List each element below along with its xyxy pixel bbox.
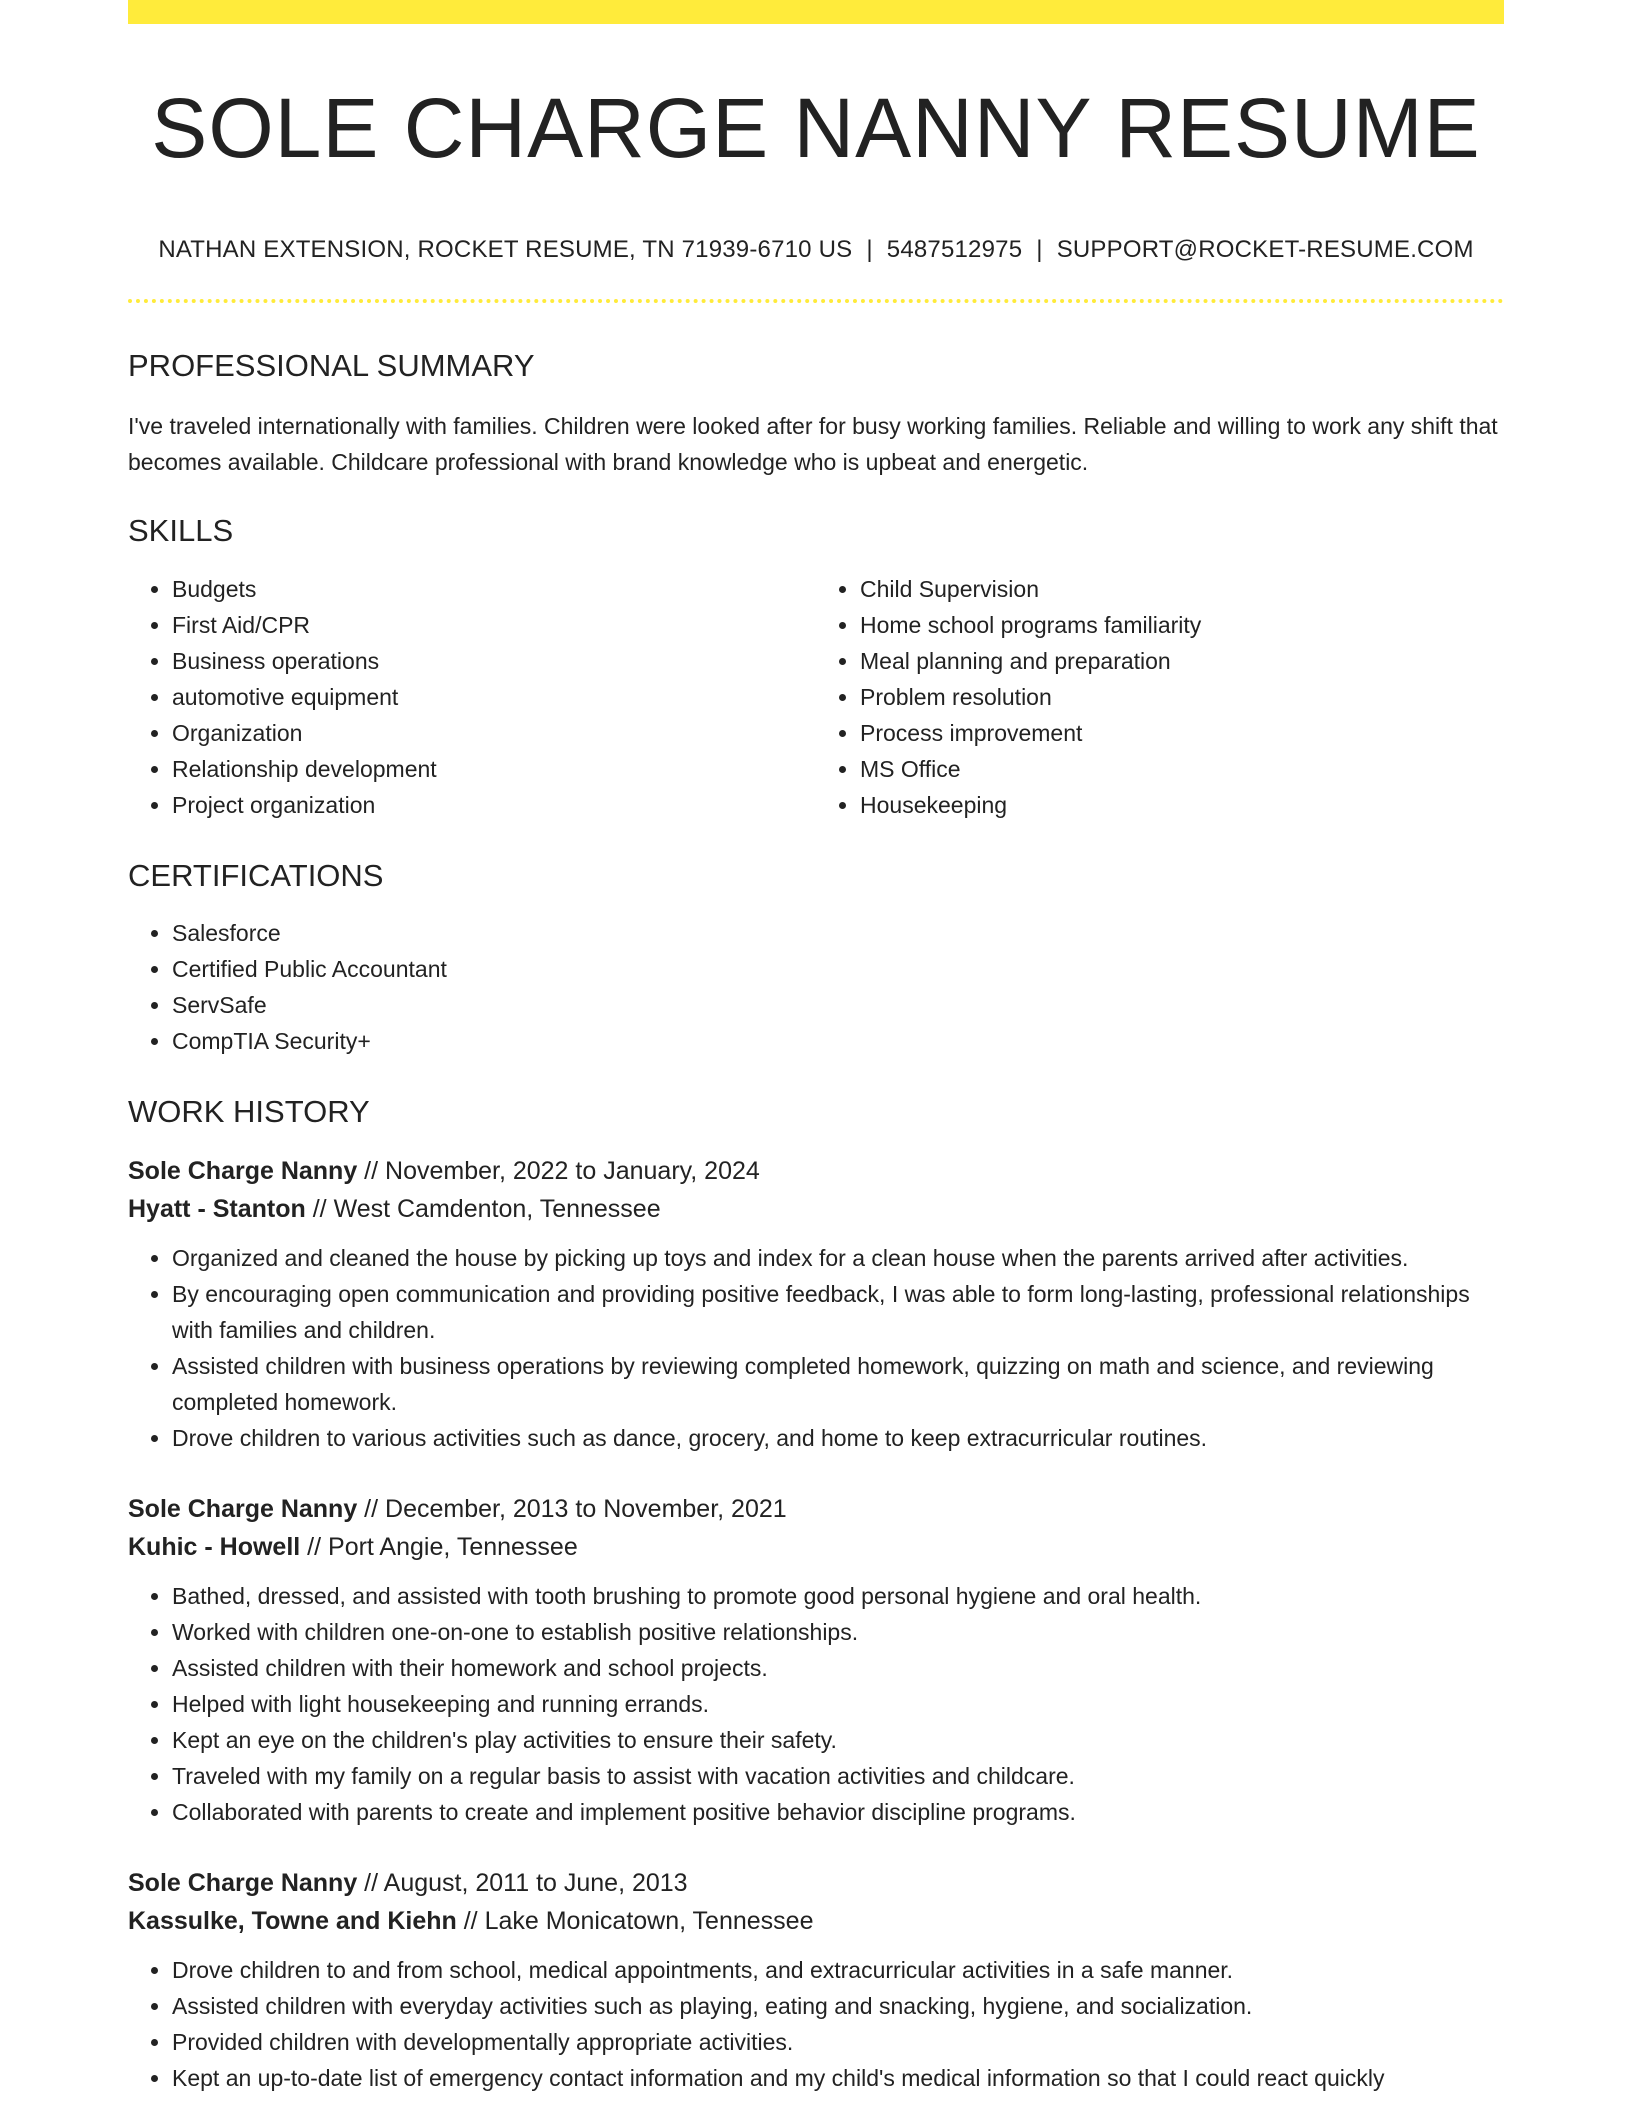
job-bullet: • Drove children to and from school, medical appointments, and extracurricular activities in a safe manner. [172, 1952, 1504, 1988]
skill-item: • Budgets [172, 571, 816, 607]
job-bullet: • Kept an up-to-date list of emergency contact information and my child's medical information so that I could react quickly [172, 2060, 1504, 2096]
job-bullet: • Collaborated with parents to create and implement positive behavior discipline programs. [172, 1794, 1504, 1830]
skill-item: • Process improvement [860, 715, 1504, 751]
job-entry [128, 1490, 1504, 1830]
job-title-line [128, 1864, 1504, 1902]
skill-item: • Problem resolution [860, 679, 1504, 715]
skill-item: • Meal planning and preparation [860, 643, 1504, 679]
job-bullet-list [128, 1952, 1504, 2096]
skill-item: • Business operations [172, 643, 816, 679]
job-role: Sole Charge Nanny [128, 1494, 358, 1523]
job-employer-line [128, 1902, 1504, 1940]
job-bullet-list [128, 1240, 1504, 1456]
job-bullet: • Assisted children with business operations by reviewing completed homework, quizzing on math and science, and reviewing completed homework. [172, 1348, 1504, 1420]
skill-item: • automotive equipment [172, 679, 816, 715]
job-dates: // August, 2011 to June, 2013 [357, 1868, 688, 1897]
skill-item: • Project organization [172, 787, 816, 823]
job-entry [128, 1152, 1504, 1456]
skill-item: • Relationship development [172, 751, 816, 787]
contact-line [128, 236, 1504, 264]
job-employer-line [128, 1190, 1504, 1228]
job-bullet-list [128, 1578, 1504, 1830]
job-bullet: • Organized and cleaned the house by picking up toys and index for a clean house when the parents arrived after activities. [172, 1240, 1504, 1276]
resume-page [128, 0, 1504, 2096]
skills-list-left [128, 571, 816, 823]
dotted-divider [128, 299, 1504, 303]
certification-item: • Salesforce [172, 915, 1504, 951]
skills-grid [128, 571, 1504, 823]
job-bullet: • Traveled with my family on a regular basis to assist with vacation activities and childcare. [172, 1758, 1504, 1794]
contact-address: NATHAN EXTENSION, ROCKET RESUME, TN 71939-6710 US [158, 236, 853, 263]
job-location: // West Camdenton, Tennessee [305, 1194, 661, 1223]
summary-heading: PROFESSIONAL SUMMARY [128, 348, 535, 383]
contact-separator: | [1036, 236, 1043, 263]
job-entry [128, 1864, 1504, 2096]
certification-item: • Certified Public Accountant [172, 951, 1504, 987]
job-employer: Hyatt - Stanton [128, 1194, 306, 1223]
job-bullet: • Drove children to various activities such as dance, grocery, and home to keep extracurricular routines. [172, 1420, 1504, 1456]
job-location: // Port Angie, Tennessee [300, 1532, 578, 1561]
contact-separator: | [866, 236, 873, 263]
certification-item: • CompTIA Security+ [172, 1023, 1504, 1059]
skill-item: • Child Supervision [860, 571, 1504, 607]
skill-item: • Housekeeping [860, 787, 1504, 823]
job-employer-line [128, 1528, 1504, 1566]
skill-item: • Home school programs familiarity [860, 607, 1504, 643]
accent-top-bar [128, 0, 1504, 24]
work-history-heading: WORK HISTORY [128, 1093, 370, 1129]
job-title-line [128, 1490, 1504, 1528]
job-title-line [128, 1152, 1504, 1190]
skills-heading: SKILLS [128, 513, 234, 549]
certifications-list [128, 915, 1504, 1059]
skills-list-right [816, 571, 1504, 823]
page-title: SOLE CHARGE NANNY RESUME [151, 81, 1481, 175]
job-dates: // December, 2013 to November, 2021 [357, 1494, 787, 1523]
job-role: Sole Charge Nanny [128, 1156, 358, 1185]
certifications-heading: CERTIFICATIONS [128, 858, 384, 894]
job-bullet: • Provided children with developmentally appropriate activities. [172, 2024, 1504, 2060]
skill-item: • First Aid/CPR [172, 607, 816, 643]
job-bullet: • Kept an eye on the children's play activities to ensure their safety. [172, 1722, 1504, 1758]
skill-item: • Organization [172, 715, 816, 751]
job-bullet: • Assisted children with everyday activities such as playing, eating and snacking, hygiene, and socialization. [172, 1988, 1504, 2024]
job-bullet: • Helped with light housekeeping and running errands. [172, 1686, 1504, 1722]
job-dates: // November, 2022 to January, 2024 [357, 1156, 760, 1185]
job-employer: Kassulke, Towne and Kiehn [128, 1906, 457, 1935]
certification-item: • ServSafe [172, 987, 1504, 1023]
skill-item: • MS Office [860, 751, 1504, 787]
job-bullet: • Assisted children with their homework and school projects. [172, 1650, 1504, 1686]
job-location: // Lake Monicatown, Tennessee [456, 1906, 814, 1935]
contact-phone: 5487512975 [886, 236, 1023, 263]
job-bullet: • Bathed, dressed, and assisted with tooth brushing to promote good personal hygiene and oral health. [172, 1578, 1504, 1614]
job-role: Sole Charge Nanny [128, 1868, 358, 1897]
job-bullet: • By encouraging open communication and providing positive feedback, I was able to form long-lasting, professional relationships with families and children. [172, 1276, 1504, 1348]
job-bullet: • Worked with children one-on-one to establish positive relationships. [172, 1614, 1504, 1650]
summary-text: I've traveled internationally with families. Children were looked after for busy working families. Reliable and willing to work any shift that becomes available. Childcare professional with brand knowledge who is upbeat and energetic. [128, 413, 1498, 476]
contact-email: SUPPORT@ROCKET-RESUME.COM [1056, 236, 1474, 263]
job-employer: Kuhic - Howell [128, 1532, 301, 1561]
